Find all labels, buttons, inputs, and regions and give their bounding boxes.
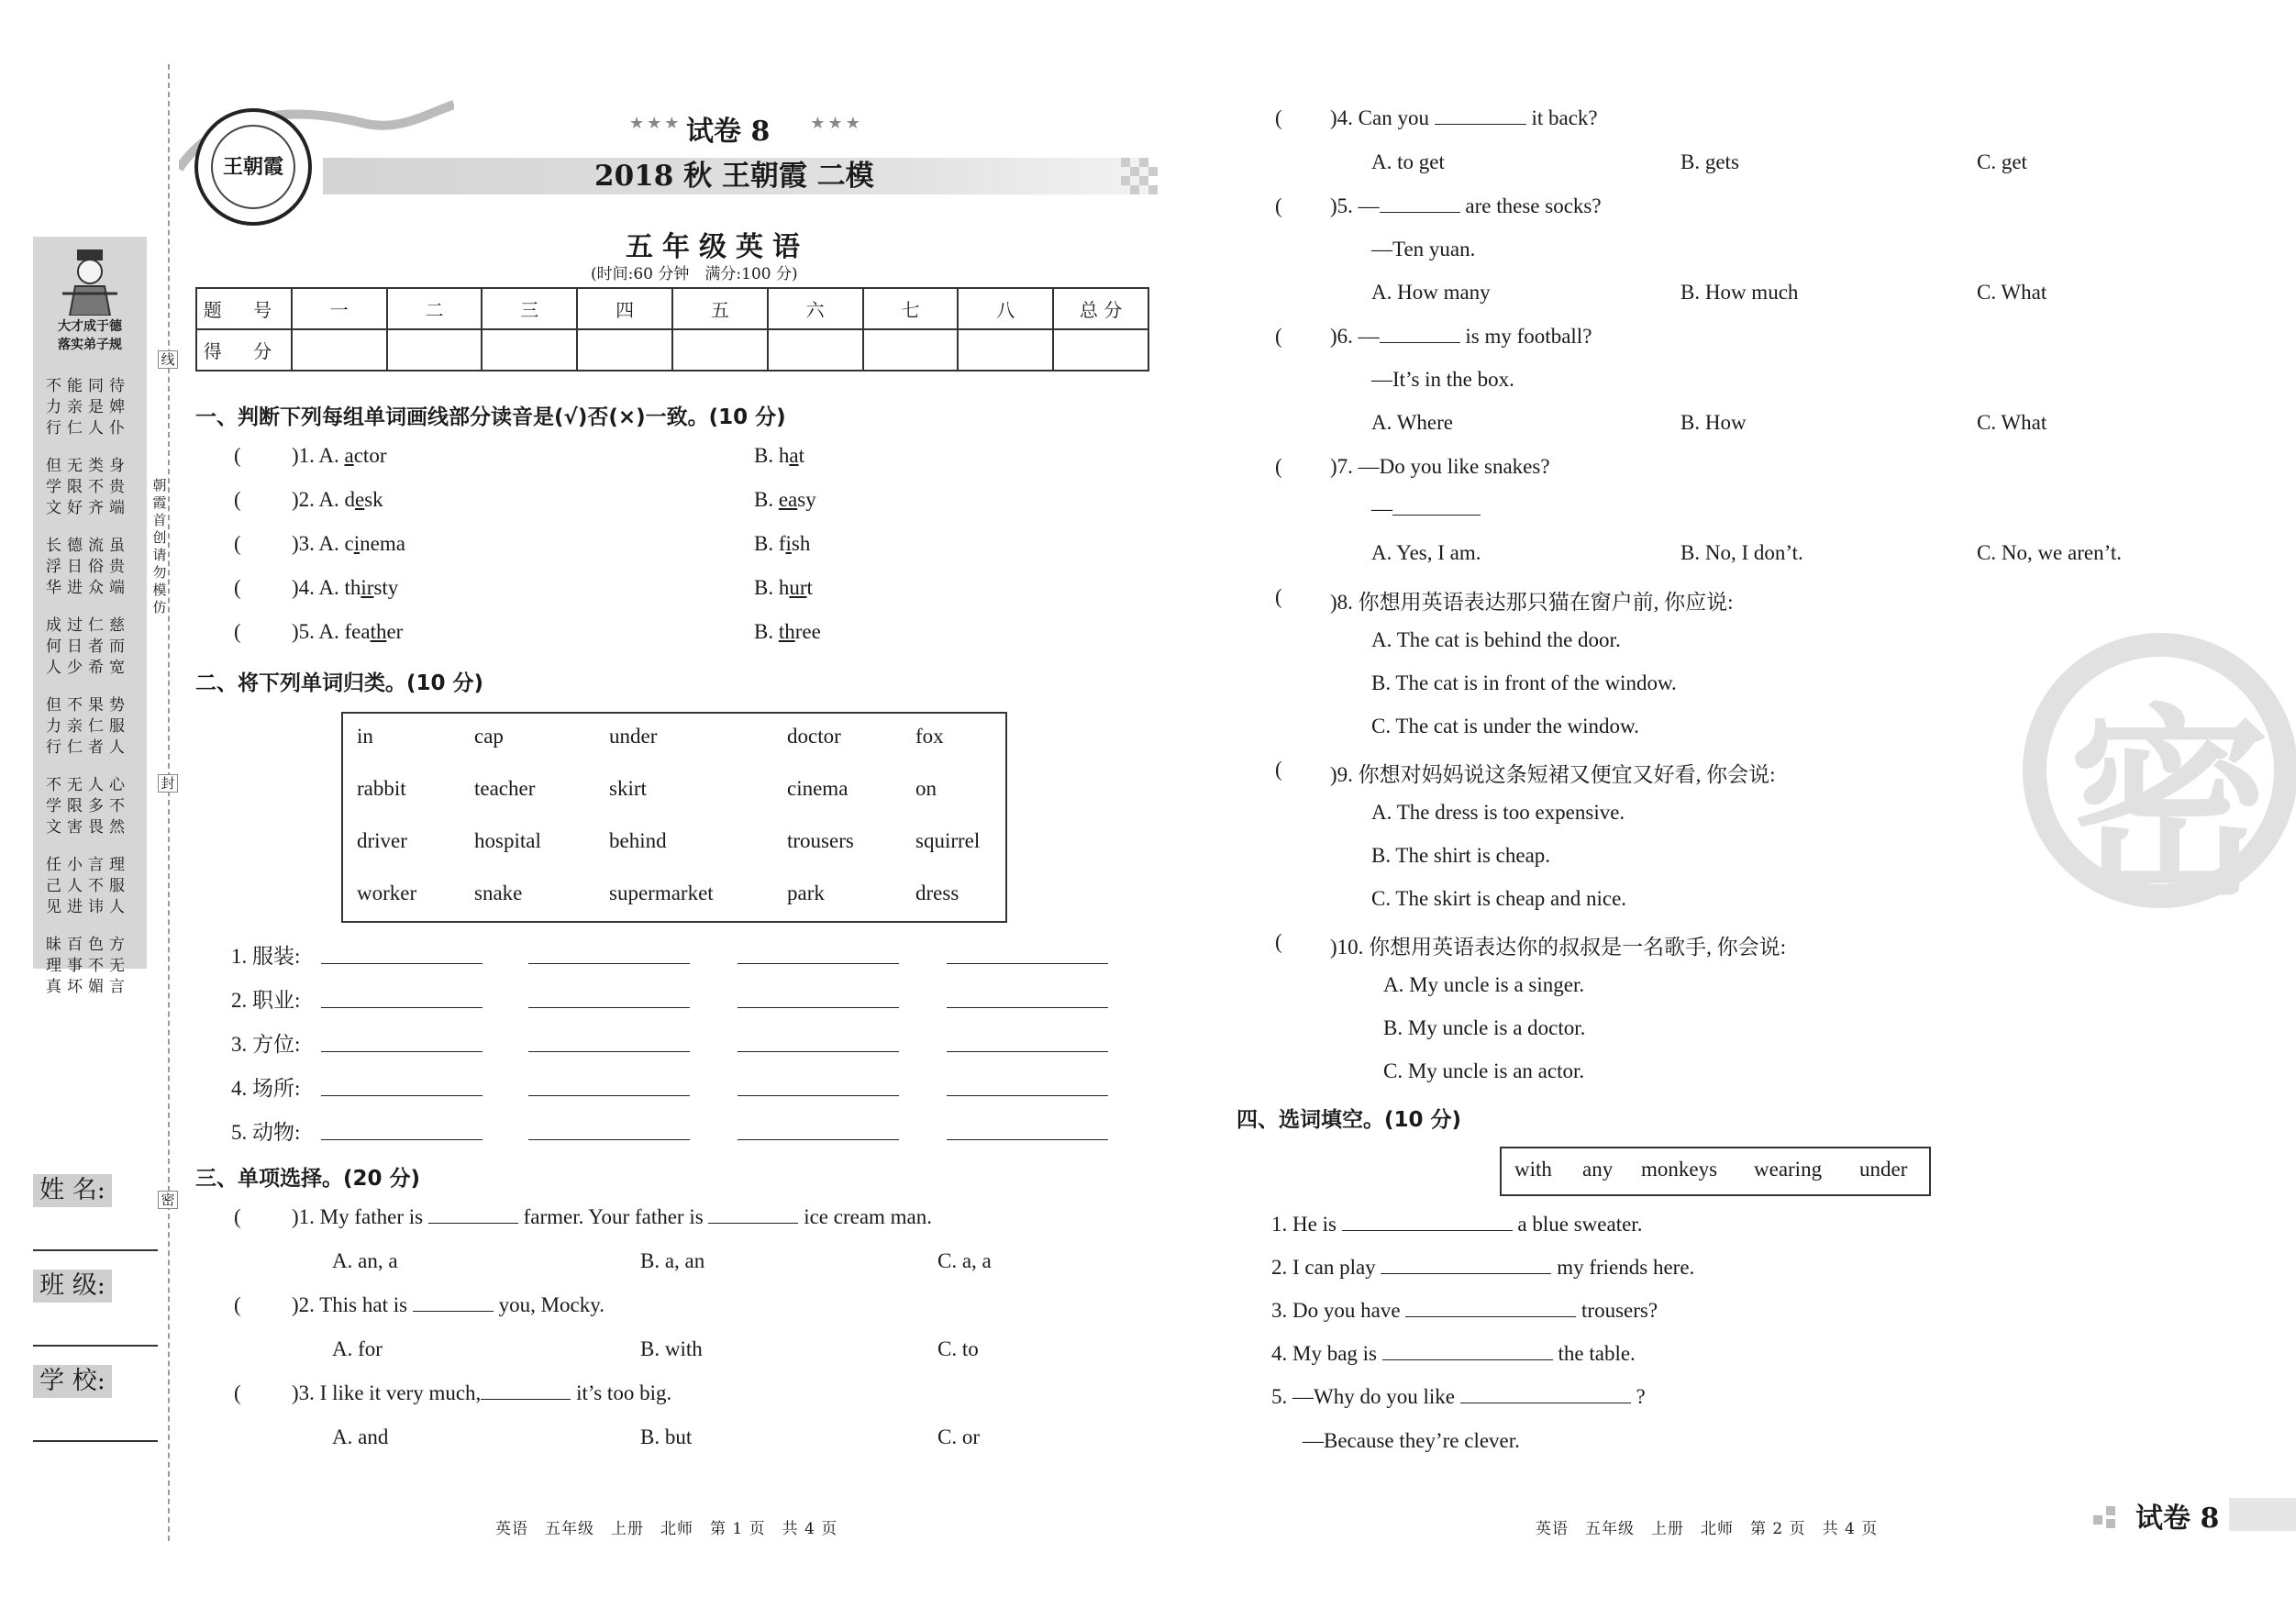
s1-word-part: sh [791, 532, 811, 555]
cut-mark-line: 线 [158, 350, 178, 369]
word-box-word: doctor [787, 725, 841, 748]
q7-option-b[interactable]: B. No, I don’t. [1680, 541, 1803, 564]
fill-item-prefix: 2. I can play [1271, 1256, 1376, 1279]
motto-line: 昧百色方 [46, 936, 130, 954]
motto-body [46, 376, 141, 1015]
section-1-title: 一、判断下列每组单词画线部分读音是(√)否(×)一致。(10 分) [195, 405, 786, 429]
score-entry-cell[interactable] [1053, 329, 1148, 371]
category-label: 5. 动物: [231, 1121, 301, 1144]
word-box-word: skirt [609, 777, 647, 800]
s1-paren[interactable]: ( [234, 444, 241, 467]
motto-block [46, 935, 141, 998]
score-header-cell: 七 [863, 288, 959, 329]
s1-word-part: t [806, 576, 813, 599]
word-box-word: rabbit [357, 777, 406, 800]
category-answer-line[interactable] [528, 1095, 690, 1096]
word-box-word: snake [474, 882, 523, 904]
s1-number: )2. A. [292, 488, 345, 511]
q7-option-a[interactable]: A. Yes, I am. [1371, 541, 1481, 564]
score-entry-cell[interactable] [292, 329, 387, 371]
s1-underlined-part: ur [789, 576, 807, 599]
q9-option-a[interactable]: A. The dress is too expensive. [1371, 801, 1625, 824]
s1-option-a [292, 532, 405, 556]
footer-page-1: 英语 五年级 上册 北师 第 1 页 共 4 页 [495, 1520, 838, 1538]
s1-underlined-part: i [353, 532, 360, 555]
word-box-word: behind [609, 829, 667, 852]
corner-paper-number: 试卷 8 [2135, 1503, 2220, 1535]
category-answer-line[interactable] [738, 1007, 899, 1008]
s1-number: )4. A. [292, 576, 345, 599]
q6-paren[interactable]: ( [1275, 325, 1282, 348]
motto-line: 力亲仁服 [46, 717, 130, 736]
motto-line: 行仁者人 [46, 738, 130, 757]
s1-word-part: B. [754, 488, 779, 511]
q10-paren[interactable]: ( [1275, 930, 1282, 953]
score-header-cell: 总 分 [1053, 288, 1148, 329]
word-box-word: dress [915, 882, 959, 904]
fill-item-prefix: 4. My bag is [1271, 1342, 1377, 1365]
s1-number: )3. A. [292, 532, 345, 555]
s1-underlined-part: th [778, 620, 795, 643]
s1-word-part: sy [797, 488, 816, 511]
s1-word-part: c [344, 532, 354, 555]
score-header-cell: 三 [482, 288, 577, 329]
bank-word: with [1514, 1158, 1552, 1181]
category-answer-line[interactable] [528, 1007, 690, 1008]
score-header-cell: 题 号 [196, 288, 292, 329]
word-box-word: under [609, 725, 658, 748]
category-answer-line[interactable] [947, 1095, 1108, 1096]
q9-option-b[interactable]: B. The shirt is cheap. [1371, 844, 1551, 867]
s1-paren[interactable]: ( [234, 620, 241, 643]
s1-option-b [754, 576, 813, 600]
s1-option-b [754, 488, 816, 512]
category-label: 2. 职业: [231, 989, 301, 1012]
s1-word-part: er [386, 620, 404, 643]
scholar-figure-icon [61, 246, 119, 316]
q5-blank[interactable] [1380, 212, 1460, 213]
fill-item-blank[interactable] [1381, 1273, 1551, 1274]
q9-paren[interactable]: ( [1275, 758, 1282, 781]
bank-word: under [1859, 1158, 1908, 1181]
fill-item [1271, 1385, 1646, 1409]
fill-item-suffix: ? [1636, 1385, 1646, 1408]
q7-option-c[interactable]: C. No, we aren’t. [1977, 541, 2122, 564]
corner-band [2229, 1498, 2296, 1531]
motto-title: 大才成于德 落实弟子规 [58, 319, 122, 352]
score-entry-cell[interactable] [387, 329, 482, 371]
motto-line: 浮日俗贵 [46, 558, 130, 576]
word-box-word: teacher [474, 777, 536, 800]
category-answer-line[interactable] [947, 1139, 1108, 1140]
subject-title: 五年级英语 [626, 231, 809, 263]
s1-option-b [754, 444, 804, 468]
category-answer-line[interactable] [321, 1139, 482, 1140]
category-answer-line[interactable] [528, 1051, 690, 1052]
q5-reply: —Ten yuan. [1371, 238, 1476, 261]
fill-item [1271, 1342, 1636, 1366]
q3-option-a[interactable]: A. and [332, 1425, 389, 1448]
q2-option-a[interactable]: A. for [332, 1337, 383, 1360]
q4-blank[interactable] [1435, 124, 1526, 125]
q2-paren[interactable]: ( [234, 1293, 241, 1316]
q4-option-b[interactable]: B. gets [1680, 150, 1739, 173]
q8-option-c[interactable]: C. The cat is under the window. [1371, 715, 1639, 738]
time-info: (时间:60 分钟 满分:100 分) [591, 265, 798, 283]
q5-stem: )5. — are these socks? [1330, 194, 1602, 217]
score-entry-cell[interactable] [672, 329, 768, 371]
motto-line: 学限多不 [46, 797, 130, 815]
s1-paren[interactable]: ( [234, 488, 241, 511]
s1-word-part: sk [364, 488, 383, 511]
s1-option-a [292, 444, 386, 468]
category-answer-line[interactable] [321, 963, 482, 964]
score-entry-cell[interactable] [482, 329, 577, 371]
fill-item [1271, 1213, 1642, 1237]
category-answer-line[interactable] [738, 1139, 899, 1140]
s1-underlined-part: i [785, 532, 792, 555]
exam-title: 2018 秋 王朝霞 二模 [594, 160, 874, 193]
motto-line: 理事不无 [46, 957, 130, 975]
class-field[interactable] [33, 1345, 158, 1347]
word-box-word: park [787, 882, 825, 904]
fill-item [1271, 1256, 1694, 1280]
score-entry-cell[interactable] [958, 329, 1053, 371]
category-answer-line[interactable] [738, 963, 899, 964]
class-label: 班 级: [33, 1270, 112, 1303]
category-label: 4. 场所: [231, 1077, 301, 1100]
fill-item-suffix: my friends here. [1557, 1256, 1695, 1279]
s1-underlined-part: ea [778, 488, 798, 511]
s1-word-part: d [344, 488, 355, 511]
q7-reply: — [1371, 497, 1481, 521]
secret-stamp-char: 密 [2069, 687, 2271, 922]
q1-option-c[interactable]: C. a, a [937, 1249, 992, 1272]
s1-option-b [754, 620, 821, 644]
checker-pattern [1121, 158, 1158, 194]
motto-line: 华进众端 [46, 579, 130, 597]
motto-line: 文好齐端 [46, 499, 130, 517]
cut-mark-seal: 封 [158, 774, 178, 793]
motto-line: 长德流虽 [46, 537, 130, 555]
word-box [341, 712, 1007, 923]
word-box-word: supermarket [609, 882, 714, 904]
header-stars: ★★★ ★★★ [629, 114, 863, 133]
motto-block [46, 456, 141, 519]
q9-option-c[interactable]: C. The skirt is cheap and nice. [1371, 887, 1627, 910]
word-box-word: driver [357, 829, 407, 852]
q1-option-b[interactable]: B. a, an [640, 1249, 705, 1272]
paper-number: 试卷 8 [686, 116, 771, 148]
name-label: 姓 名: [33, 1174, 112, 1207]
score-header-cell: 五 [672, 288, 768, 329]
q2-option-b[interactable]: B. with [640, 1337, 703, 1360]
s1-option-a [292, 488, 383, 512]
fill-item-blank[interactable] [1342, 1230, 1513, 1231]
word-bank [1500, 1147, 1931, 1196]
q6-option-c[interactable]: C. What [1977, 411, 2047, 434]
motto-line: 力亲是婢 [46, 398, 130, 416]
q10-option-c[interactable]: C. My uncle is an actor. [1383, 1059, 1585, 1082]
category-answer-line[interactable] [528, 1139, 690, 1140]
q7-stem: )7. —Do you like snakes? [1330, 455, 1550, 478]
section-3-title: 三、单项选择。(20 分) [195, 1167, 421, 1191]
score-header-row [196, 288, 1148, 329]
q4-stem: )4. Can you it back? [1330, 106, 1598, 129]
score-header-cell: 一 [292, 288, 387, 329]
category-answer-line[interactable] [321, 1095, 482, 1096]
s1-option-b [754, 532, 810, 556]
school-field[interactable] [33, 1440, 158, 1442]
motto-line: 成过仁慈 [46, 616, 130, 635]
category-label: 3. 方位: [231, 1033, 301, 1056]
s1-underlined-part: e [355, 488, 365, 511]
motto-block [46, 855, 141, 918]
score-entry-cell[interactable] [577, 329, 672, 371]
s1-word-part: ree [794, 620, 821, 643]
s1-underlined-part: ir [360, 576, 374, 599]
footer-page-2: 英语 五年级 上册 北师 第 2 页 共 4 页 [1536, 1520, 1879, 1538]
motto-block [46, 775, 141, 838]
fill-item-prefix: 3. Do you have [1271, 1299, 1401, 1322]
fill-item-suffix: the table. [1558, 1342, 1636, 1365]
motto-line: 但不果势 [46, 696, 130, 715]
copyright-warning: 朝霞首创请勿模仿 [152, 477, 167, 616]
fill-item-suffix: trousers? [1581, 1299, 1658, 1322]
name-field[interactable] [33, 1249, 158, 1251]
s1-word-part: nema [360, 532, 405, 555]
word-box-word: cap [474, 725, 504, 748]
s1-option-a [292, 576, 398, 600]
word-box-word: cinema [787, 777, 849, 800]
motto-line: 文害畏然 [46, 818, 130, 837]
q3-stem: )3. I like it very much, it’s too big. [292, 1381, 672, 1404]
s1-underlined-part: a [789, 444, 799, 467]
motto-line: 己人不服 [46, 877, 130, 895]
motto-block [46, 376, 141, 439]
q4-option-a[interactable]: A. to get [1371, 150, 1445, 173]
word-box-word: hospital [474, 829, 541, 852]
q6-stem: )6. — is my football? [1330, 325, 1592, 348]
motto-line: 但无类身 [46, 457, 130, 475]
score-header-cell: 四 [577, 288, 672, 329]
motto-line: 见进讳人 [46, 898, 130, 916]
category-answer-line[interactable] [947, 963, 1108, 964]
category-answer-line[interactable] [528, 963, 690, 964]
fill-5-reply: —Because they’re clever. [1303, 1429, 1520, 1452]
s1-word-part: fea [344, 620, 371, 643]
motto-block [46, 536, 141, 599]
motto-line: 行仁人仆 [46, 419, 130, 438]
bank-word: monkeys [1641, 1158, 1718, 1181]
word-box-word: squirrel [915, 829, 981, 852]
s1-paren[interactable]: ( [234, 576, 241, 599]
s1-option-a [292, 620, 403, 644]
section-2-title: 二、将下列单词归类。(10 分) [195, 671, 484, 695]
q2-stem: )2. This hat is you, Mocky. [292, 1293, 605, 1316]
bank-word: any [1582, 1158, 1614, 1181]
motto-line: 何日者而 [46, 638, 130, 656]
word-box-word: fox [915, 725, 944, 748]
q6-option-a[interactable]: A. Where [1371, 411, 1453, 434]
s1-word-part: B. f [754, 532, 786, 555]
score-entry-cell[interactable] [863, 329, 959, 371]
motto-line: 学限不贵 [46, 478, 130, 496]
s1-paren[interactable]: ( [234, 532, 241, 555]
q2-blank[interactable] [413, 1311, 494, 1312]
q6-option-b[interactable]: B. How [1680, 411, 1747, 434]
binding-dashed-line [168, 64, 170, 1541]
q5-option-b[interactable]: B. How much [1680, 281, 1799, 304]
s1-word-part: B. h [754, 444, 790, 467]
q1-stem: )1. My father is farmer. Your father is ice cream man. [292, 1205, 933, 1228]
s1-word-part: th [344, 576, 361, 599]
school-label: 学 校: [33, 1365, 112, 1398]
fill-item-prefix: 1. He is [1271, 1213, 1337, 1236]
category-answer-line[interactable] [738, 1095, 899, 1096]
q7-blank[interactable] [1392, 515, 1481, 516]
q1-blank-1[interactable] [428, 1223, 518, 1224]
s1-number: )1. A. [292, 444, 345, 467]
category-answer-line[interactable] [947, 1051, 1108, 1052]
category-answer-line[interactable] [321, 1007, 482, 1008]
fill-item-suffix: a blue sweater. [1517, 1213, 1643, 1236]
word-box-word: in [357, 725, 373, 748]
q1-option-a[interactable]: A. an, a [332, 1249, 398, 1272]
word-box-word: trousers [787, 829, 854, 852]
q10-option-a[interactable]: A. My uncle is a singer. [1383, 973, 1585, 996]
q8-paren[interactable]: ( [1275, 585, 1282, 608]
q6-blank[interactable] [1380, 342, 1460, 343]
category-answer-line[interactable] [321, 1051, 482, 1052]
s1-underlined-part: th [370, 620, 387, 643]
s1-word-part: sty [373, 576, 399, 599]
motto-block [46, 695, 141, 759]
word-box-word: worker [357, 882, 417, 904]
score-value-row [196, 329, 1148, 371]
q8-stem: )8. 你想用英语表达那只猫在窗户前, 你应说: [1330, 591, 1734, 614]
s1-word-part: B. h [754, 576, 790, 599]
s1-number: )5. A. [292, 620, 345, 643]
q1-paren[interactable]: ( [234, 1205, 241, 1228]
q10-stem: )10. 你想用英语表达你的叔叔是一名歌手, 你会说: [1330, 936, 1787, 959]
motto-block [46, 616, 141, 679]
q5-option-c[interactable]: C. What [1977, 281, 2047, 304]
brand-logo [194, 108, 312, 226]
score-table [195, 287, 1149, 372]
score-header-cell: 二 [387, 288, 482, 329]
word-box-word: on [915, 777, 937, 800]
fill-item-blank[interactable] [1405, 1316, 1576, 1317]
cut-mark-secret: 密 [158, 1191, 178, 1209]
fill-item [1271, 1299, 1658, 1323]
motto-line: 真坏媚言 [46, 978, 130, 996]
s1-word-part: ctor [353, 444, 387, 467]
q7-paren[interactable]: ( [1275, 455, 1282, 478]
q10-option-b[interactable]: B. My uncle is a doctor. [1383, 1016, 1586, 1039]
motto-line: 不能同待 [46, 377, 130, 395]
score-entry-cell[interactable] [768, 329, 863, 371]
q6-reply: —It’s in the box. [1371, 368, 1514, 391]
q4-paren[interactable]: ( [1275, 106, 1282, 129]
q5-paren[interactable]: ( [1275, 194, 1282, 217]
motto-line: 任小言理 [46, 856, 130, 874]
s1-word-part: t [798, 444, 804, 467]
q9-stem: )9. 你想对妈妈说这条短裙又便宜又好看, 你会说: [1330, 763, 1776, 786]
section-4-title: 四、选词填空。(10 分) [1237, 1108, 1462, 1132]
score-header-cell: 八 [958, 288, 1053, 329]
q1-blank-2[interactable] [708, 1223, 798, 1224]
s1-underlined-part: a [344, 444, 354, 467]
score-label-cell: 得 分 [196, 329, 292, 371]
q3-paren[interactable]: ( [234, 1381, 241, 1404]
q3-blank[interactable] [481, 1399, 571, 1400]
category-answer-line[interactable] [738, 1051, 899, 1052]
bank-word: wearing [1754, 1158, 1823, 1181]
motto-panel [33, 237, 147, 996]
fill-item-blank[interactable] [1382, 1359, 1553, 1360]
q2-option-c[interactable]: C. to [937, 1337, 979, 1360]
q8-option-b[interactable]: B. The cat is in front of the window. [1371, 671, 1677, 694]
motto-line: 人少希宽 [46, 659, 130, 677]
score-header-cell: 六 [768, 288, 863, 329]
s1-word-part: B. [754, 620, 779, 643]
category-answer-line[interactable] [947, 1007, 1108, 1008]
q4-option-c[interactable]: C. get [1977, 150, 2027, 173]
q3-option-c[interactable]: C. or [937, 1425, 980, 1448]
brand-logo-text: 王朝霞 [211, 125, 295, 209]
q3-option-b[interactable]: B. but [640, 1425, 693, 1448]
motto-line: 不无人心 [46, 776, 130, 794]
q8-option-a[interactable]: A. The cat is behind the door. [1371, 628, 1621, 651]
category-label: 1. 服装: [231, 945, 301, 968]
fill-item-prefix: 5. —Why do you like [1271, 1385, 1455, 1408]
q5-option-a[interactable]: A. How many [1371, 281, 1491, 304]
